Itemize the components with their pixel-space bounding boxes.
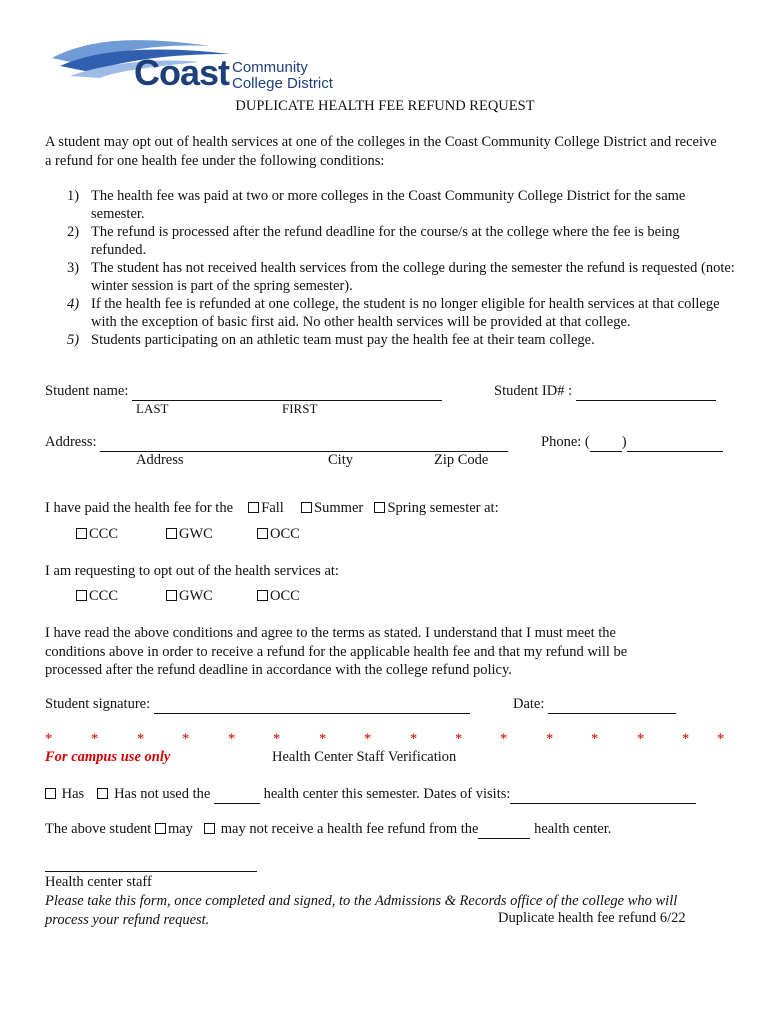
logo-line-2: College District [232, 75, 333, 92]
conditions-list [45, 187, 735, 349]
paid-gwc-checkbox[interactable] [166, 528, 177, 539]
has-not-checkbox[interactable] [97, 788, 108, 799]
student-name-field[interactable] [132, 383, 442, 401]
condition-item: 1) The health fee was paid at two or more colleges in the Coast Community College District for the same semester. [67, 188, 686, 222]
may-checkbox[interactable] [155, 823, 166, 834]
paid-semester-row [45, 500, 499, 517]
intro-text: A student may opt out of health services at one of the colleges in the Coast Community College District and receive a refund for one health fee under the following conditions: [45, 134, 717, 169]
staff-label: Health center staff [45, 874, 152, 890]
signature-field[interactable] [154, 696, 470, 714]
logo-line-1: Community [232, 59, 308, 76]
spring-label: Spring semester at: [387, 500, 499, 516]
address-label: Address: [45, 434, 97, 450]
optout-gwc-checkbox[interactable] [166, 590, 177, 601]
condition-item: 4) If the health fee is refunded at one college, the student is no longer eligible for health services at that college with the exception of basic first aid. No other health services will be provided at that college. [67, 296, 720, 330]
address-row [45, 434, 508, 452]
student-id-field[interactable] [576, 383, 716, 401]
may-not-checkbox[interactable] [204, 823, 215, 834]
has-checkbox[interactable] [45, 788, 56, 799]
agreement-text: I have read the above conditions and agree to the terms as stated. I understand that I must meet the conditions above in order to receive a refund for the applicable health fee and that my refund will be processed after the refund deadline in accordance with the college refund policy. [45, 625, 628, 678]
student-name-row [45, 383, 442, 401]
optout-college-occ: OCC [257, 588, 300, 605]
summer-label: Summer [314, 500, 364, 516]
paid-ccc-checkbox[interactable] [76, 528, 87, 539]
student-name-label: Student name: [45, 383, 129, 399]
optout-college-gwc: GWC [166, 588, 213, 605]
condition-item: 3) The student has not received health services from the college during the semester the refund is requested (note: winter session is part of the spring semester). [67, 260, 735, 294]
zip-sub-label: Zip Code [434, 452, 489, 468]
has-label: Has [61, 786, 85, 802]
logo-wordmark: Coast [134, 52, 230, 93]
spring-checkbox[interactable] [374, 502, 385, 513]
condition-item: 5) Students participating on an athletic team must pay the health fee at their team college. [67, 332, 595, 348]
visits-label: health center this semester. Dates of visits: [263, 786, 511, 802]
decision-row [45, 821, 611, 839]
separator-stars: * * * * * * * * * * * * * * * * [45, 731, 725, 747]
college-name-field[interactable] [214, 786, 260, 804]
date-row [513, 696, 676, 714]
may-label: may [167, 821, 193, 837]
decision-prefix: The above student [45, 821, 152, 837]
fall-label: Fall [261, 500, 284, 516]
logo [50, 36, 350, 94]
optout-college-ccc: CCC [76, 588, 118, 605]
signature-label: Student signature: [45, 696, 151, 712]
visit-dates-field[interactable] [510, 786, 696, 804]
address-field[interactable] [100, 434, 508, 452]
student-name-first-label: FIRST [282, 401, 318, 416]
may-not-label: may not receive a health fee refund from the [220, 821, 479, 837]
refund-college-field[interactable] [478, 821, 530, 839]
footer-instructions: Please take this form, once completed and signed, to the Admissions & Records office of the college who will process your refund request. [45, 893, 678, 928]
fall-checkbox[interactable] [248, 502, 259, 513]
paid-college-occ: OCC [257, 526, 300, 543]
visits-row [45, 786, 696, 804]
condition-item: 2) The refund is processed after the refund deadline for the course/s at the college where the fee is being refunded. [67, 224, 680, 258]
phone-row: Phone: ( ) [541, 434, 723, 452]
phone-label: Phone: ( [541, 434, 590, 450]
has-not-label: Has not used the [114, 786, 211, 802]
decision-suffix: health center. [534, 821, 612, 837]
staff-signature-line[interactable] [45, 871, 257, 872]
phone-area-code-field[interactable] [590, 434, 622, 452]
paid-college-ccc: CCC [76, 526, 118, 543]
student-id-row [494, 383, 716, 401]
address-sub-label: Address [136, 452, 184, 468]
campus-use-label: For campus use only [45, 749, 171, 765]
summer-checkbox[interactable] [301, 502, 312, 513]
page-title: DUPLICATE HEALTH FEE REFUND REQUEST [235, 98, 535, 114]
form-identifier: Duplicate health fee refund 6/22 [498, 910, 686, 926]
student-id-label: Student ID# : [494, 383, 573, 399]
date-field[interactable] [548, 696, 676, 714]
phone-number-field[interactable] [627, 434, 723, 452]
optout-label: I am requesting to opt out of the health services at: [45, 563, 339, 579]
paid-college-gwc: GWC [166, 526, 213, 543]
date-label: Date: [513, 696, 545, 712]
city-sub-label: City [328, 452, 353, 468]
verification-heading: Health Center Staff Verification [272, 749, 457, 765]
optout-occ-checkbox[interactable] [257, 590, 268, 601]
paid-occ-checkbox[interactable] [257, 528, 268, 539]
optout-ccc-checkbox[interactable] [76, 590, 87, 601]
student-name-last-label: LAST [136, 401, 169, 416]
paid-label: I have paid the health fee for the [45, 500, 234, 516]
signature-row [45, 696, 470, 714]
